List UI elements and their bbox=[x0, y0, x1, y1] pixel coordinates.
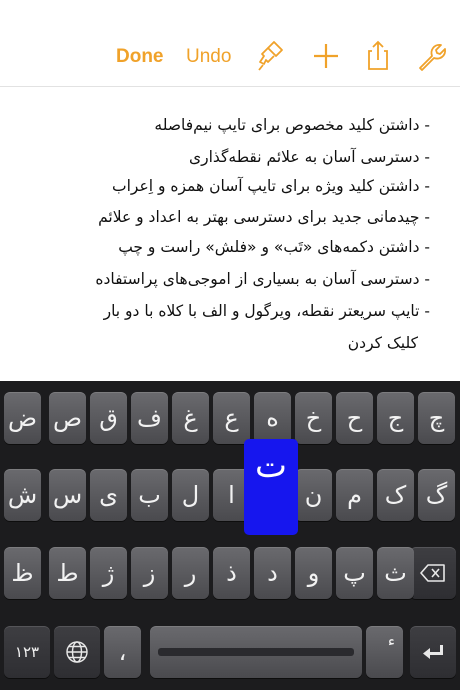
key-khe[interactable]: خ bbox=[295, 392, 332, 444]
key-mim[interactable]: م bbox=[336, 469, 373, 521]
key-gheyn[interactable]: غ bbox=[172, 392, 209, 444]
key-pe[interactable]: پ bbox=[336, 547, 373, 599]
document-line: - دسترسی آسان به بسیاری از اموجی‌های پراستفاده bbox=[95, 270, 430, 288]
key-lam[interactable]: ل bbox=[172, 469, 209, 521]
key-dal[interactable]: د bbox=[254, 547, 291, 599]
key-gaf[interactable]: گ bbox=[418, 469, 455, 521]
space-key[interactable] bbox=[150, 626, 362, 678]
key-se[interactable]: ث bbox=[377, 547, 414, 599]
key-be[interactable]: ب bbox=[131, 469, 168, 521]
document-line: - دسترسی آسان به علائم نقطه‌گذاری bbox=[188, 148, 430, 166]
key-fe[interactable]: ف bbox=[131, 392, 168, 444]
key-ye[interactable]: ی bbox=[90, 469, 127, 521]
document-line: - داشتن کلید مخصوص برای تایپ نیم‌فاصله bbox=[154, 116, 430, 134]
key-nun[interactable]: ن bbox=[295, 469, 332, 521]
share-icon[interactable] bbox=[360, 38, 396, 74]
key-ta[interactable]: ط bbox=[49, 547, 86, 599]
key-ghaf[interactable]: ق bbox=[90, 392, 127, 444]
key-alef[interactable]: ا bbox=[213, 469, 250, 521]
key-zhe[interactable]: ژ bbox=[90, 547, 127, 599]
key-ze[interactable]: ز bbox=[131, 547, 168, 599]
return-icon bbox=[422, 643, 444, 661]
globe-key[interactable] bbox=[54, 626, 100, 678]
document-line: - تایپ سریعتر نقطه، ویرگول و الف با کلاه با دو بار bbox=[103, 302, 430, 320]
document-line: کلیک کردن bbox=[347, 334, 418, 352]
key-che[interactable]: چ bbox=[418, 392, 455, 444]
key-he-jimi[interactable]: ح bbox=[336, 392, 373, 444]
key-eyn[interactable]: ع bbox=[213, 392, 250, 444]
document-text-area[interactable] bbox=[0, 108, 460, 358]
key-re[interactable]: ر bbox=[172, 547, 209, 599]
document-line: - چیدمانی جدید برای دسترسی بهتر به اعداد و علائم bbox=[98, 208, 430, 226]
delete-key[interactable] bbox=[410, 547, 456, 599]
key-zal[interactable]: ذ bbox=[213, 547, 250, 599]
key-zad[interactable]: ض bbox=[4, 392, 41, 444]
hamza-key[interactable] bbox=[366, 626, 403, 678]
undo-button[interactable]: Undo bbox=[186, 46, 232, 67]
key-he[interactable]: ه bbox=[254, 392, 291, 444]
document-line: - داشتن دکمه‌های «تَب» و «فلش» راست و چپ bbox=[118, 238, 430, 256]
key-sin[interactable]: س bbox=[49, 469, 86, 521]
paintbrush-icon[interactable] bbox=[254, 38, 290, 74]
globe-icon bbox=[65, 640, 89, 664]
key-za[interactable]: ظ bbox=[4, 547, 41, 599]
plus-icon[interactable] bbox=[308, 38, 344, 74]
backspace-icon bbox=[420, 563, 446, 583]
numbers-key[interactable]: ۱۲۳ bbox=[4, 626, 50, 678]
key-jim[interactable]: ج bbox=[377, 392, 414, 444]
return-key[interactable] bbox=[410, 626, 456, 678]
toolbar bbox=[0, 0, 460, 87]
done-button[interactable]: Done bbox=[116, 46, 164, 67]
key-popup-preview: ت bbox=[244, 439, 298, 535]
space-bar-indicator bbox=[158, 648, 354, 656]
comma-key[interactable]: ، bbox=[104, 626, 141, 678]
key-sad[interactable]: ص bbox=[49, 392, 86, 444]
key-vav[interactable]: و bbox=[295, 547, 332, 599]
persian-keyboard bbox=[0, 381, 460, 690]
document-line: - داشتن کلید ویژه برای تایپ آسان همزه و اِعراب bbox=[112, 177, 430, 195]
key-shin[interactable]: ش bbox=[4, 469, 41, 521]
wrench-icon[interactable] bbox=[412, 38, 448, 74]
key-kaf[interactable]: ک bbox=[377, 469, 414, 521]
